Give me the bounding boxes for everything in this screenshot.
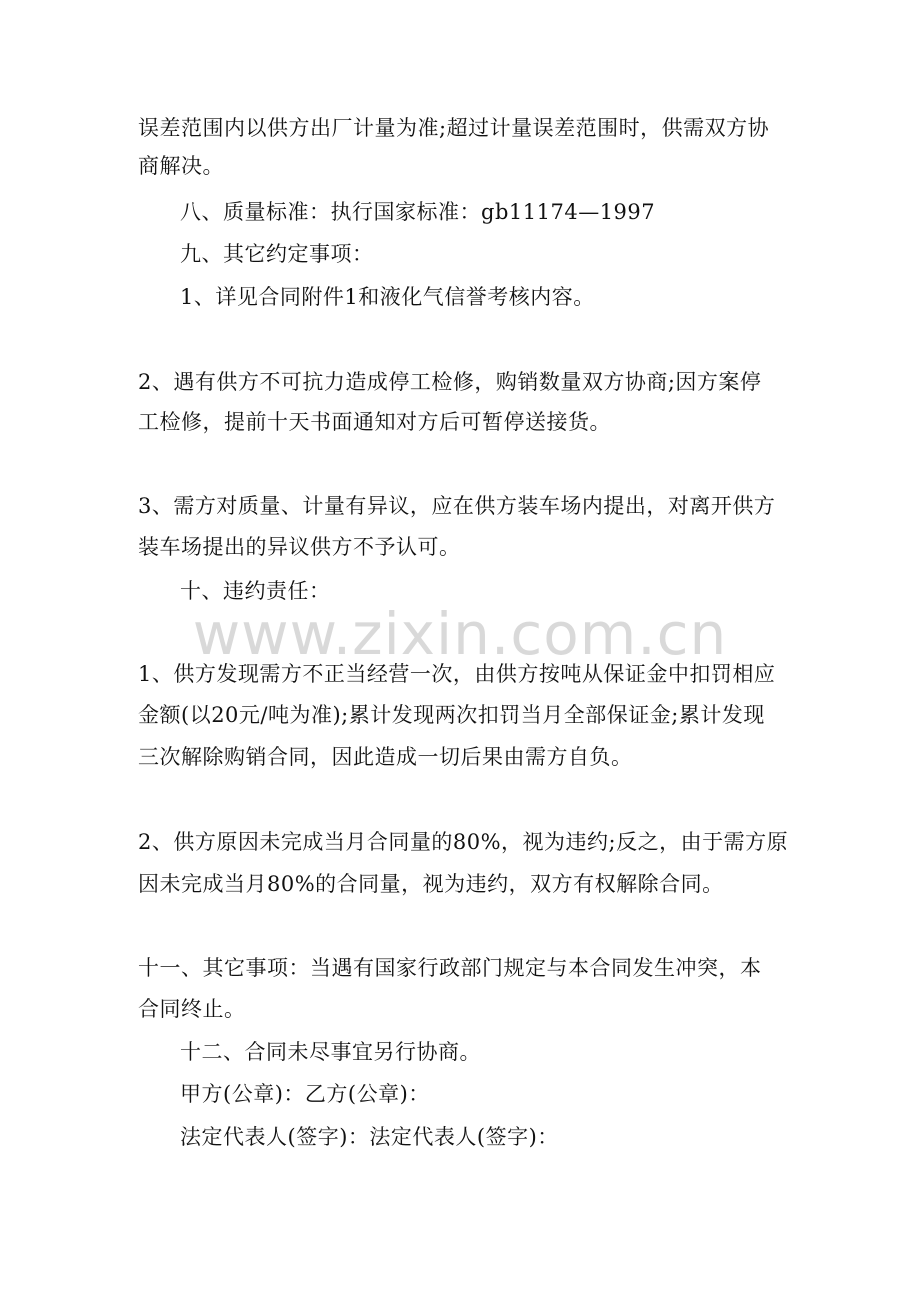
- watermark: www.zixin.com.cn: [192, 600, 728, 668]
- text-line: 八、质量标准：执行国家标准：gb11174—1997: [180, 200, 656, 224]
- signature-line: 甲方(公章)：乙方(公章)：: [180, 1082, 430, 1106]
- text-line: 2、遇有供方不可抗力造成停工检修，购销数量双方协商;因方案停: [138, 370, 762, 394]
- text-line: 1、供方发现需方不正当经营一次，由供方按吨从保证金中扣罚相应: [138, 662, 776, 686]
- text-line: 因未完成当月80%的合同量，视为违约，双方有权解除合同。: [138, 872, 724, 896]
- text-line: 装车场提出的异议供方不予认可。: [138, 535, 461, 559]
- text-line: 十一、其它事项：当遇有国家行政部门规定与本合同发生冲突，本: [138, 956, 762, 980]
- text-line: 十二、合同未尽事宜另行协商。: [180, 1040, 481, 1064]
- section-heading: 十、违约责任：: [180, 579, 331, 603]
- text-line: 九、其它约定事项：: [180, 242, 374, 266]
- text-line: 1、详见合同附件1和液化气信誉考核内容。: [180, 285, 595, 309]
- text-line: 3、需方对质量、计量有异议，应在供方装车场内提出，对离开供方: [138, 494, 776, 518]
- text-line: 工检修，提前十天书面通知对方后可暂停送接货。: [138, 410, 611, 434]
- text-line: 三次解除购销合同，因此造成一切后果由需方自负。: [138, 745, 633, 769]
- signature-line: 法定代表人(签字)：法定代表人(签字)：: [180, 1125, 559, 1149]
- text-line: 合同终止。: [138, 997, 246, 1021]
- text-line: 商解决。: [138, 154, 224, 178]
- text-line: 误差范围内以供方出厂计量为准;超过计量误差范围时，供需双方协: [138, 116, 770, 140]
- text-line: 金额(以20元/吨为准);累计发现两次扣罚当月全部保证金;累计发现: [138, 703, 765, 727]
- text-line: 2、供方原因未完成当月合同量的80%，视为违约;反之，由于需方原: [138, 830, 789, 854]
